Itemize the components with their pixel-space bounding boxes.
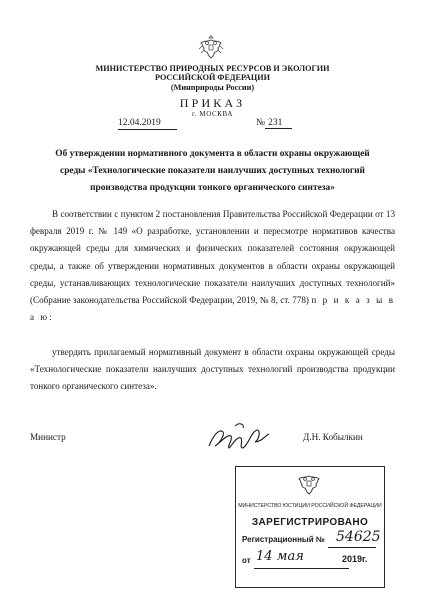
- document-number-block: [256, 118, 292, 129]
- registration-stamp: [235, 466, 385, 588]
- number-label: №: [256, 118, 266, 128]
- document-city: г. МОСКВА: [192, 110, 233, 118]
- signatory-name: Д.Н. Кобылкин: [303, 432, 363, 442]
- ministry-name-line2: РОССИЙСКОЙ ФЕДЕРАЦИИ: [155, 73, 270, 83]
- document-number: 231: [265, 118, 292, 129]
- stamp-registered-label: ЗАРЕГИСТРИРОВАНО: [251, 517, 369, 528]
- stamp-reg-number: 54625: [336, 529, 381, 545]
- stamp-date-label: от: [242, 556, 251, 565]
- stamp-date-underline: [254, 568, 349, 569]
- title-line1: Об утверждении нормативного документа в области охраны окружающей: [55, 149, 370, 159]
- stamp-ministry-name: МИНИСТЕРСТВО ЮСТИЦИИ РОССИЙСКОЙ ФЕДЕРАЦИИ: [238, 503, 382, 509]
- document-title: [30, 146, 395, 197]
- order-word: п р и к а з ы в а ю:: [30, 295, 395, 323]
- stamp-emblem-icon: [294, 471, 324, 499]
- handwritten-signature: [205, 418, 275, 456]
- document-type: ПРИКАЗ: [179, 96, 246, 110]
- body-paragraph-2: утвердить прилагаемый нормативный документ в области охраны окружающей среды «Технологические показатели наилучших доступных технологий производства продукции тонкого органического синтеза».: [30, 347, 395, 392]
- stamp-reg-number-label: Регистрационный №: [242, 535, 325, 544]
- title-line3: производства продукции тонкого органического синтеза»: [90, 183, 335, 193]
- ministry-name-line3: (Минприроды России): [170, 82, 255, 92]
- stamp-date-value: 14 мая: [256, 549, 304, 564]
- paragraph1-text: В соответствии с пунктом 2 постановления Правительства Российской Федерации от 13 февраля 2019 г. № 149 «О разработке, установлении и пересмотре нормативов качества окружающей среды для химических и физических показателей состояния окружающей среды, а также об утверждении нормативных документов в области охраны окружающей среды, устанавливающих технологические показатели наилучших доступных технологий» (Собрание законодательства Российской Федерации, 2019, № 8, ст. 778): [30, 209, 395, 306]
- stamp-number-underline: [328, 547, 376, 548]
- stamp-year: 2019г.: [342, 554, 368, 564]
- coat-of-arms-emblem: [196, 34, 226, 64]
- ministry-name-line1: МИНИСТЕРСТВО ПРИРОДНЫХ РЕСУРСОВ И ЭКОЛОГИИ: [95, 64, 330, 73]
- ministry-header: [0, 64, 425, 92]
- signatory-position: Министр: [30, 432, 66, 442]
- body-paragraph-1: [30, 206, 395, 326]
- title-line2: среды «Технологические показатели наилучших доступных технологий: [60, 166, 365, 176]
- document-date: 12.04.2019: [118, 118, 177, 130]
